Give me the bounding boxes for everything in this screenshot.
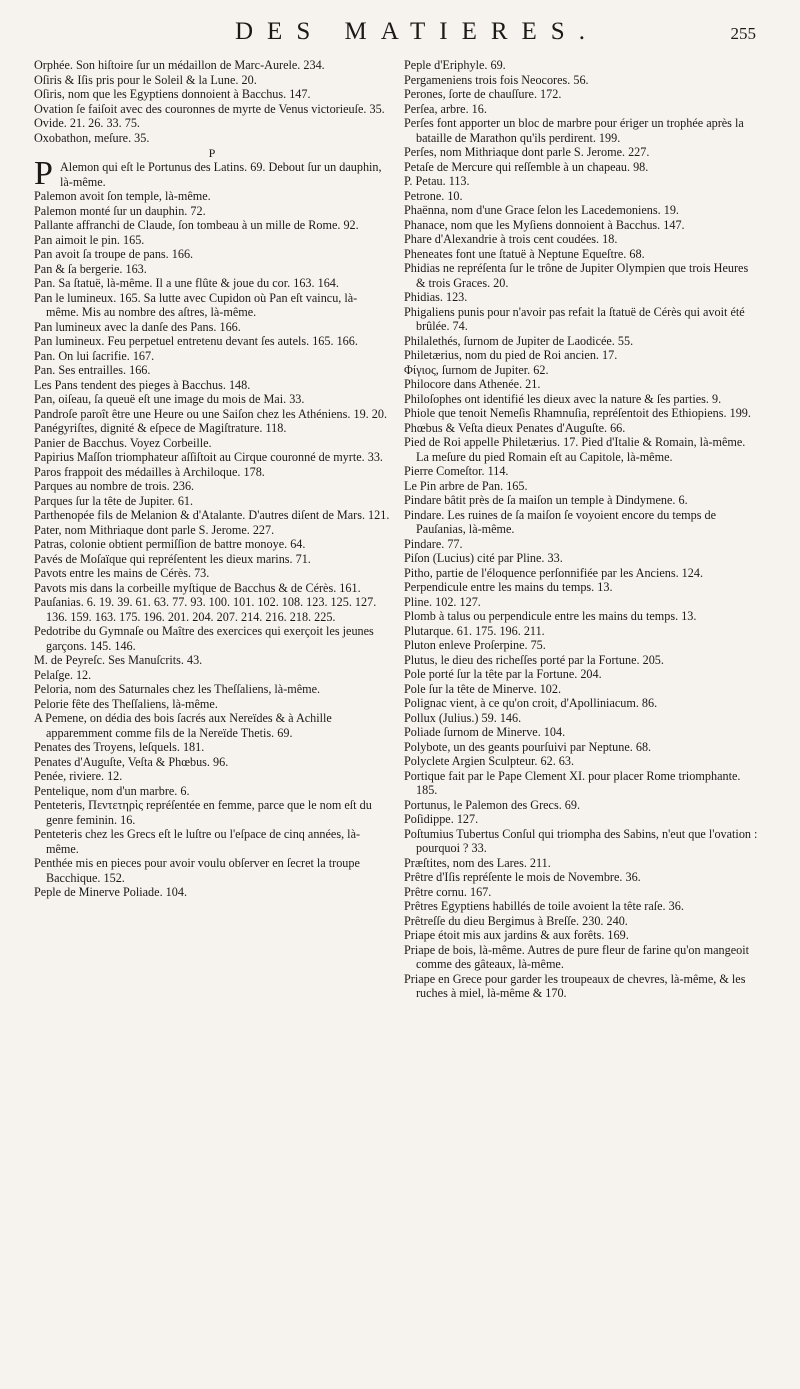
index-entry: Oxobathon, meſure. 35.: [34, 130, 150, 145]
index-entry: Pollux (Julius.) 59. 146.: [404, 710, 522, 725]
page-header: [0, 18, 800, 52]
index-entry-dropcap: [34, 155, 390, 192]
index-entry: Papirius Maſſon triomphateur aſſiſtoit au Cirque couronné de myrte. 33.: [34, 450, 383, 464]
index-entry: Plomb à talus ou perpendicule entre les mains du temps. 13.: [404, 609, 697, 623]
index-entry: Pavots entre les mains de Cérès. 73.: [34, 566, 210, 580]
index-entry: Pan. Sa ſtatuë, là-même. Il a une flûte & joue du cor. 163. 164.: [34, 276, 339, 290]
index-entry: Polybote, un des geants pourſuivi par Neptune. 68.: [404, 739, 652, 754]
index-entry: Palemon avoit ſon temple, là-même.: [34, 189, 211, 203]
index-entry: Penteteris, Πεντετηρὶς repréſentée en femme, parce que le nom eſt du genre feminin. 16.: [34, 798, 372, 827]
index-entry: Portique fait par le Pape Clement XI. pour placer Rome triomphante. 185.: [404, 768, 741, 797]
index-entry: Orphée. Son hiſtoire ſur un médaillon de Marc-Aurele. 234.: [34, 58, 325, 72]
index-entry: Phaënna, nom d'une Grace ſelon les Lacedemoniens. 19.: [404, 203, 679, 217]
index-entry: Præſtites, nom des Lares. 211.: [404, 855, 551, 870]
index-entry: Le Pin arbre de Pan. 165.: [404, 478, 528, 493]
index-entry: Philocore dans Athenée. 21.: [404, 377, 541, 391]
index-entry: Panier de Bacchus. Voyez Corbeille.: [34, 435, 212, 450]
index-entry: Pindare. 77.: [404, 536, 463, 551]
index-entry: Pole ſur la tête de Minerve. 102.: [404, 681, 562, 696]
index-entry: Perpendicule entre les mains du temps. 13.: [404, 580, 613, 594]
index-entry: Parques ſur la tête de Jupiter. 61.: [34, 493, 194, 508]
index-entry: Palemon monté ſur un dauphin. 72.: [34, 203, 206, 218]
index-entry: Penée, riviere. 12.: [34, 769, 123, 783]
index-entry: Phidias. 123.: [404, 290, 468, 304]
index-entry: Phidias ne repréſenta ſur le trône de Jupiter Olympien que trois Heures & trois Graces. 20.: [404, 261, 749, 290]
index-entry: Pan, oiſeau, ſa queuë eſt une image du mois de Mai. 33.: [34, 392, 305, 406]
index-entry: M. de Peyreſc. Ses Manuſcrits. 43.: [34, 653, 203, 667]
index-entry: Priape étoit mis aux jardins & aux forêts. 169.: [404, 928, 629, 942]
running-title: DES MATIERES.: [235, 18, 599, 45]
index-entry: Paros frappoit des médailles à Archiloque. 178.: [34, 464, 265, 479]
index-entry: Prêtre d'Iſis repréſente le mois de Novembre. 36.: [404, 870, 641, 884]
index-entry: Phigaliens punis pour n'avoir pas refait la ſtatuë de Cérès qui avoit été brûlée. 74.: [404, 304, 745, 333]
index-entry: Phiole que tenoit Nemeſis Rhamnuſia, repréſentoit des Ethiopiens. 199.: [404, 406, 751, 420]
index-entry: Pindare bâtit près de ſa maiſon un temple à Dindymene. 6.: [404, 493, 688, 507]
index-entry: Ovation ſe faiſoit avec des couronnes de myrte de Venus victorieuſe. 35.: [34, 101, 385, 116]
index-entry: Pallante affranchi de Claude, ſon tombeau à un mille de Rome. 92.: [34, 218, 359, 232]
index-entry: Pater, nom Mithriaque dont parle S. Jerome. 227.: [34, 522, 275, 537]
index-entry: Pan. On lui ſacrifie. 167.: [34, 348, 155, 363]
index-entry: Phanace, nom que les Myſiens donnoient à Bacchus. 147.: [404, 217, 685, 232]
index-entry: Polignac vient, à ce qu'on croit, d'Apolliniacum. 86.: [404, 696, 658, 710]
index-entry: Pauſanias. 6. 19. 39. 61. 63. 77. 93. 100. 101. 102. 108. 123. 125. 127. 136. 159. 163. 175. 196. 201. 204. 207. 214. 216. 218. 225.: [34, 595, 377, 624]
index-entry: Perſes, nom Mithriaque dont parle S. Jerome. 227.: [404, 145, 650, 159]
index-entry: Pluton enleve Proſerpine. 75.: [404, 638, 546, 652]
index-entry: Pan lumineux. Feu perpetuel entretenu devant ſes autels. 165. 166.: [34, 334, 358, 348]
index-entry: Piſon (Lucius) cité par Pline. 33.: [404, 551, 563, 565]
index-entry: Pindare. Les ruines de ſa maiſon ſe voyoient encore du temps de Pauſanias, là-même.: [404, 507, 717, 536]
index-entry: Prêtre cornu. 167.: [404, 884, 492, 899]
index-entry: Pitho, partie de l'éloquence perſonnifiée par les Anciens. 124.: [404, 565, 704, 580]
index-entry: Pierre Comeſtor. 114.: [404, 464, 509, 478]
index-entry: Perones, ſorte de chauſſure. 172.: [404, 87, 562, 101]
index-entry: Penates d'Auguſte, Veſta & Phœbus. 96.: [34, 754, 229, 769]
index-entry: Poliade ſurnom de Minerve. 104.: [404, 725, 566, 739]
index-entry: Parques au nombre de trois. 236.: [34, 479, 195, 493]
index-entry: Pavés de Moſaïque qui repréſentent les dieux marins. 71.: [34, 551, 311, 566]
index-entry: Ovide. 21. 26. 33. 75.: [34, 116, 140, 130]
index-entry: Penteteris chez les Grecs eſt le luſtre ou l'eſpace de cinq années, là-même.: [34, 827, 361, 856]
index-entry: Phare d'Alexandrie à trois cent coudées. 18.: [404, 232, 618, 246]
index-entry: Pelorie fête des Theſſaliens, là-même.: [34, 696, 218, 711]
index-entry: Perſes font apporter un bloc de marbre pour ériger un trophée après la bataille de Marathon qu'ils perdirent. 199.: [404, 116, 744, 145]
index-entry: Φίγιος, ſurnom de Jupiter. 62.: [404, 362, 549, 377]
drop-cap-letter: P: [34, 155, 53, 192]
index-column-right: [404, 58, 760, 1001]
index-entry: Pan lumineux avec la danſe des Pans. 166.: [34, 319, 241, 334]
index-entry: Oſiris & Iſis pris pour le Soleil & la Lune. 20.: [34, 72, 257, 87]
index-entry: Pan. Ses entrailles. 166.: [34, 363, 151, 377]
index-entry: Philoſophes ont identifié les dieux avec la nature & ſes parties. 9.: [404, 391, 722, 406]
index-entry: Peloria, nom des Saturnales chez les Theſſaliens, là-même.: [34, 682, 321, 696]
index-entry: Priape en Grece pour garder les troupeaux de chevres, là-même, & les ruches à miel, là-même & 170.: [404, 971, 746, 1000]
index-entry: Polyclete Argien Sculpteur. 62. 63.: [404, 754, 575, 768]
index-entry: Prêtreſſe du dieu Bergimus à Breſſe. 230. 240.: [404, 913, 628, 928]
index-entry: Philetærius, nom du pied de Roi ancien. 17.: [404, 348, 618, 362]
index-entry: Pheneates font une ſtatuë à Neptune Equeſtre. 68.: [404, 246, 645, 261]
index-entry: Portunus, le Palemon des Grecs. 69.: [404, 797, 581, 812]
index-entry: Plutus, le dieu des richeſſes porté par la Fortune. 205.: [404, 652, 664, 667]
index-entry: Pole porté ſur la tête par la Fortune. 204.: [404, 667, 602, 681]
index-entry: A Pemene, on dédia des bois ſacrés aux Nereïdes & à Achille apparemment comme fils de la Nereïde Thetis. 69.: [34, 711, 332, 740]
drop-cap-entry-text: Alemon qui eſt le Portunus des Latins. 69. Debout ſur un dauphin, là-même.: [60, 160, 382, 189]
index-entry: Pied de Roi appelle Philetærius. 17. Pied d'Italie & Romain, là-même. La meſure du pied Romain eſt au Capitole, là-même.: [404, 435, 746, 464]
index-entry: Pan avoit ſa troupe de pans. 166.: [34, 247, 194, 261]
index-entry: Penthée mis en pieces pour avoir voulu obſerver en ſecret la troupe Bacchique. 152.: [34, 856, 360, 885]
index-entry: Plutarque. 61. 175. 196. 211.: [404, 623, 545, 638]
index-entry: Penates des Troyens, leſquels. 181.: [34, 740, 205, 754]
index-entry: Parthenopée fils de Melanion & d'Atalante. D'autres diſent de Mars. 121.: [34, 508, 390, 522]
index-entry: Priape de bois, là-même. Autres de pure fleur de farine qu'on mangeoit comme des gâteaux, là-même.: [404, 942, 750, 971]
page-number: 255: [730, 24, 756, 43]
index-entry: Prêtres Egyptiens habillés de toile avoient la tête raſe. 36.: [404, 899, 684, 913]
index-entry: Philalethés, ſurnom de Jupiter de Laodicée. 55.: [404, 333, 634, 348]
index-entry: Les Pans tendent des pieges à Bacchus. 148.: [34, 377, 251, 392]
index-entry: Poſidippe. 127.: [404, 812, 479, 826]
index-entry: P. Petau. 113.: [404, 174, 470, 188]
index-entry: Oſiris, nom que les Egyptiens donnoient à Bacchus. 147.: [34, 87, 311, 101]
index-entry: Pedotribe du Gymnaſe ou Maître des exercices qui exerçoit les jeunes garçons. 145. 146.: [34, 624, 374, 653]
index-entry: Pan & ſa bergerie. 163.: [34, 261, 147, 276]
index-entry: Pentelique, nom d'un marbre. 6.: [34, 783, 190, 798]
index-column-left: [34, 58, 390, 900]
index-entry: Patras, colonie obtient permiſſion de battre monoye. 64.: [34, 537, 306, 551]
index-entry: Pandroſe paroît être une Heure ou une Saiſon chez les Athéniens. 19. 20.: [34, 406, 387, 421]
index-entry: Peple de Minerve Poliade. 104.: [34, 885, 187, 899]
index-entry: Pavots mis dans la corbeille myſtique de Bacchus & de Cérès. 161.: [34, 580, 361, 595]
index-entry: Pline. 102. 127.: [404, 594, 481, 609]
index-entry: Panégyriſtes, dignité & eſpece de Magiſtrature. 118.: [34, 421, 287, 435]
index-entry: Phœbus & Veſta dieux Penates d'Auguſte. 66.: [404, 420, 626, 435]
index-entry: Pan le lumineux. 165. Sa lutte avec Cupidon où Pan eſt vaincu, là-même. Mis au nombre des aſtres, là-même.: [34, 290, 358, 319]
index-entry: Petrone. 10.: [404, 188, 463, 203]
index-entry: Pelaſge. 12.: [34, 667, 92, 682]
index-entry: Pan aimoit le pin. 165.: [34, 232, 145, 247]
index-entry: Poſtumius Tubertus Conſul qui triompha des Sabins, n'eut que l'ovation : pourquoi ? 33.: [404, 826, 758, 855]
section-letter: P: [208, 146, 216, 160]
index-entry: Perſea, arbre. 16.: [404, 101, 487, 116]
index-entry: Peple d'Eriphyle. 69.: [404, 58, 506, 72]
index-entry: Petaſe de Mercure qui reſſemble à un chapeau. 98.: [404, 159, 649, 174]
index-entry: Pergameniens trois fois Neocores. 56.: [404, 72, 589, 87]
